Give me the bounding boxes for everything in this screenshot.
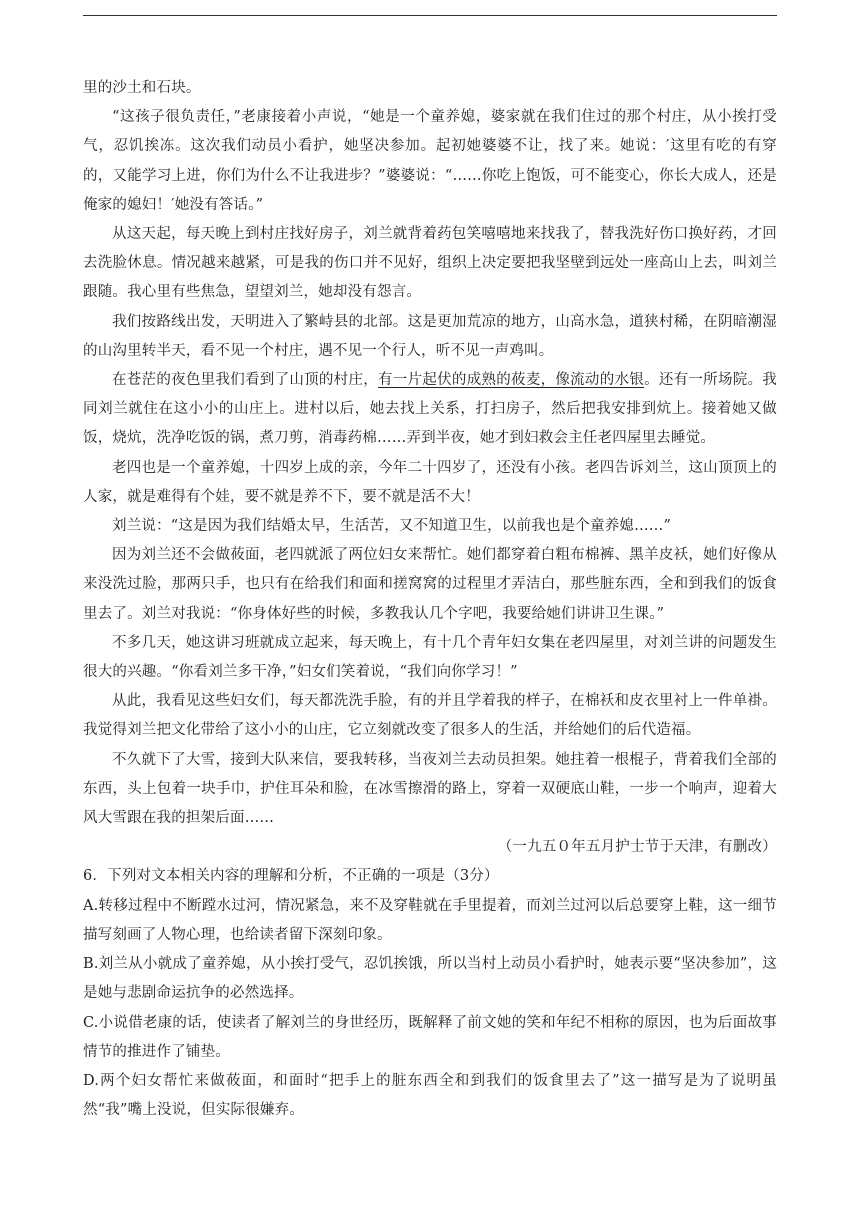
paragraph: 从此，我看见这些妇女们，每天都洗洗手脸，有的并且学着我的样子，在棉袄和皮衣里衬上一件单褂。我觉得刘兰把文化带给了这小小的山庄，它立刻就改变了很多人的生活，并给她们的后代造福。 (83, 693, 777, 739)
underlined-sentence: 有一片起伏的成熟的莜麦，像流动的水银 (378, 372, 645, 389)
option-a: A.转移过程中不断蹚水过河，情况紧急，来不及穿鞋就在手里提着，而刘兰过河以后总要穿上鞋，这一细节描写刻画了人物心理，也给读者留下深刻印象。 (83, 897, 777, 943)
paragraph: 刘兰说：“这是因为我们结婚太早，生活苦，又不知道卫生，以前我也是个童养媳……” (112, 518, 672, 535)
paragraph: 老四也是一个童养媳，十四岁上成的亲，今年二十四岁了，还没有小孩。老四告诉刘兰，这山顶顶上的人家，就是难得有个娃，要不就是养不下，要不就是活不大！ (83, 459, 777, 505)
option-d: D.两个妇女帮忙来做莜面，和面时“把手上的脏东西全和到我们的饭食里去了”这一描写是为了说明虽然“我”嘴上没说，但实际很嫌弃。 (83, 1072, 777, 1119)
paragraph: “这孩子很负责任，”老康接着小声说，“她是一个童养媳，婆家就在我们住过的那个村庄，从小挨打受气，忍饥挨冻。这次我们动员小看护，她坚决参加。起初她婆婆不让，找了来。她说：′这里有吃的有穿的，又能学习上进，你们为什么不让我进步？”婆婆说：“……你吃上饱饭，可不能变心，你长大成人，还是俺家的媳妇！′她没有答话。” (83, 109, 777, 213)
source-note: （一九五０年五月护士节于天津，有删改） (497, 839, 777, 856)
paragraph-text: 在苍茫的夜色里我们看到了山顶的村庄， (112, 372, 379, 389)
paragraph: 因为刘兰还不会做莜面，老四就派了两位妇女来帮忙。她们都穿着白粗布棉裤、黑羊皮袄，她们好像从来没洗过脸，那两只手，也只有在给我们和面和搓窝窝的过程里才弄洁白，那些脏东西，全和到我们的饭食里去了。刘兰对我说：“你身体好些的时候，多教我认几个字吧，我要给她们讲讲卫生课。” (83, 547, 777, 622)
paragraph (83, 366, 777, 454)
paragraph: 不多几天，她这讲习班就成立起来，每天晚上，有十几个青年妇女集在老四屋里，对刘兰讲的问题发生很大的兴趣。“你看刘兰多干净，”妇女们笑着说，“我们向你学习！” (83, 634, 777, 681)
header-rule (83, 15, 777, 16)
question-stem: 6．下列对文本相关内容的理解和分析，不正确的一项是（3分） (83, 868, 499, 885)
paragraph: 从这天起，每天晚上到村庄找好房子，刘兰就背着药包笑嘻嘻地来找我了，替我洗好伤口换好药，才回去洗脸休息。情况越来越紧，可是我的伤口并不见好，组织上决定要把我坚壁到远处一座高山上去，叫刘兰跟随。我心里有些焦急，望望刘兰，她却没有怨言。 (83, 226, 777, 301)
paragraph-text: 。还有一所场院。我同刘兰就住在这小小的山庄上。进村以后，她去找上关系，打扫房子，然后把我安排到炕上。接着她又做饭，烧炕，洗净吃饭的锅，煮刀剪，消毒药棉……弄到半夜，她才到妇救会主任老四屋里去睡觉。 (83, 372, 777, 447)
paragraph: 我们按路线出发，天明进入了繁峙县的北部。这是更加荒凉的地方，山高水急，道狭村稀，在阴暗潮湿的山沟里转半天，看不见一个村庄，遇不见一个行人，听不见一声鸡叫。 (83, 313, 777, 359)
paragraph: 里的沙土和石块。 (83, 80, 201, 96)
paragraph: 不久就下了大雪，接到大队来信，要我转移，当夜刘兰去动员担架。她拄着一根棍子，背着我们全部的东西，头上包着一块手巾，护住耳朵和脸，在冰雪擦滑的路上，穿着一双硬底山鞋，一步一个响声，迎着大风大雪跟在我的担架后面…… (83, 751, 777, 827)
option-b: B.刘兰从小就成了童养媳，从小挨打受气，忍饥挨饿，所以当村上动员小看护时，她表示要“坚决参加”，这是她与悲剧命运抗争的必然选择。 (83, 956, 777, 1002)
document-body (83, 74, 777, 1125)
option-c: C.小说借老康的话，使读者了解刘兰的身世经历，既解释了前文她的笑和年纪不相称的原因，也为后面故事情节的推进作了铺垫。 (83, 1014, 777, 1060)
